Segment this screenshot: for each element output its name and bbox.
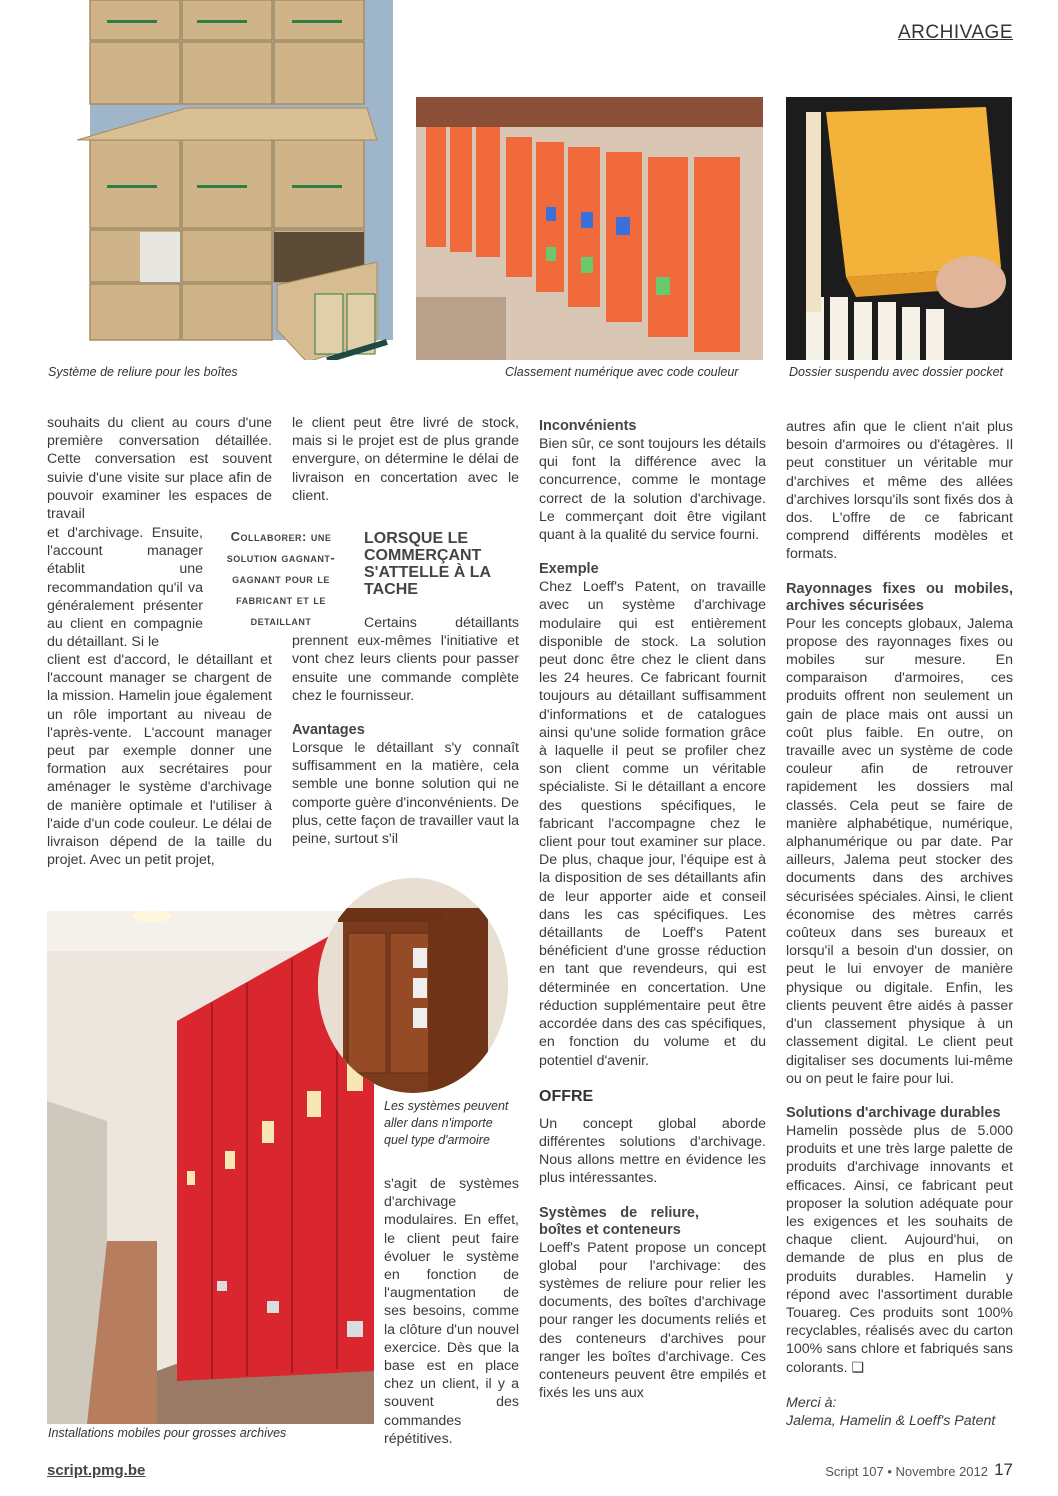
col3-inconvenients-text: Bien sûr, ce sont toujours les détails qui font la différence avec la concurrence, comme le montage correct de la solution d'archivage. Le commerçant doit être vigilant quant à la qualité du service fourni. xyxy=(539,436,766,544)
column-3 xyxy=(539,418,766,1402)
pullquote-left: Collaborer: une solution gagnant-gagnant pour le fabricant et le detaillant xyxy=(226,529,336,628)
col3-systemes-text: Loeff's Patent propose un concept global pour l'archivage: des systèmes de reliure pour relier les documents, des boîtes d'archivage pour ranger les documents reliés et des conteneurs d'archives pour ranger les boîtes d'archivage. Ces conteneurs peuvent être empilés et fixés les uns aux xyxy=(539,1239,766,1402)
pullquote-right: LORSQUE LE COMMERÇANT S'ATTELLE À LA TACHE xyxy=(364,530,491,598)
col2-avantages-text: Lorsque le détaillant s'y connaît suffisamment en la matière, cela semble une bonne solution qui ne comporte guère d'inconvénients. De plus, cette façon de travailler vaut la peine, surtout s'il xyxy=(292,740,519,848)
col2-top-text: le client peut être livré de stock, mais si le projet est de plus grande envergure, on détermine le délai de livraison en concertation avec le client. xyxy=(292,415,519,504)
caption-numeric: Classement numérique avec code couleur xyxy=(505,365,739,379)
column-2-top xyxy=(292,414,519,505)
col1-paragraph-b: et d'archivage. Ensuite, l'account manager établit une recommandation qu'il va généralement présenter au client en compagnie du détaillant. Si le xyxy=(47,525,203,651)
heading-durables: Solutions d'archivage durables xyxy=(786,1104,1001,1121)
col1-paragraph-c: client est d'accord, le détaillant et l'account manager se chargent de la mission. Hamelin joue également un rôle important au niveau de l'après-vente. L'account manager peut par exemple donner une formation aux secrétaires pour aménager le système d'archivage de manière optimale et l'utiliser à l'aide d'un code couleur. Le délai de livraison dépend de la taille du projet. Avec un petit projet, xyxy=(47,652,272,869)
heading-systemes: Systèmes de reliure, boîtes et conteneurs xyxy=(539,1204,699,1238)
thanks-text: Jalema, Hamelin & Loeff's Patent xyxy=(786,1412,996,1429)
footer-site[interactable]: script.pmg.be xyxy=(47,1462,146,1479)
footer-issue: Script 107 • Novembre 2012 xyxy=(825,1464,988,1479)
col3-offre-text: Un concept global aborde différentes solutions d'archivage. Nous allons mettre en évidence les plus intéressantes. xyxy=(539,1115,766,1187)
heading-rayonnages: Rayonnages fixes ou mobiles, archives sécurisées xyxy=(786,580,1013,614)
section-title: ARCHIVAGE xyxy=(897,22,1013,43)
page-number: 17 xyxy=(994,1460,1013,1479)
col4-rayonnages-text: Pour les concepts globaux, Jalema propose des rayonnages fixes ou mobiles sur mesure. En comparaison d'armoires, ces produits offrent non seulement un gain de place mais ont aussi un coût plus faible. En outre, on travaille avec un système de code couleur afin de retrouver rapidement les dossiers mal classés. Cela peut se faire de manière alphabétique, numérique, alphanumérique ou par date. Par ailleurs, Jalema peut stocker des documents dans des archives sécurisées spéciales. Ainsi, le client économise des mètres carrés coûteux dans ses bureaux et lorsqu'il a besoin d'un dossier, on peut le lui envoyer de manière physique ou digitale. Enfin, les clients peuvent être aidés à passer d'un classement physique à un classement digital. Le client peut digitaliser ses documents lui-même ou on peut le faire pour lui. xyxy=(786,615,1013,1087)
column-1-part-c xyxy=(47,651,272,889)
caption-suspended: Dossier suspendu avec dossier pocket xyxy=(789,365,1004,379)
heading-inconvenients: Inconvénients xyxy=(539,418,637,434)
col2-certains-text: Certains détaillants prennent eux-mêmes l'initiative et vont chez leurs clients pour passer ensuite une commande complète chez le fournisseur. xyxy=(292,615,519,704)
end-mark-icon: ❑ xyxy=(851,1359,865,1376)
column-2-bottom xyxy=(384,1175,519,1448)
photo-numeric-files xyxy=(416,97,763,360)
heading-offre: OFFRE xyxy=(539,1087,594,1105)
col4-durables-text: Hamelin possède plus de 5.000 produits et une très large palette de produits d'archivage innovants et efficaces. Ainsi, ce fabricant peut proposer la solution adéquate pour les exigences et les souhaits de chaque client. Aujourd'hui, on demande de plus en plus de produits durables. Hamelin y répond avec l'assortiment durable Touareg. Ces produits sont 100% recyclables, réalisés avec du carton 100% sans chlore et fabriqués sans colorants. xyxy=(786,1122,1013,1376)
photo-suspended-folder xyxy=(786,97,1012,360)
heading-exemple: Exemple xyxy=(539,561,599,578)
col4-top-text: autres afin que le client n'ait plus besoin d'armoires ou d'étagères. Il peut constituer un véritable mur d'archives et même des allées d'archives lorsqu'ils sont fixés dos à dos. L'offre de ce fabricant comprend différents modèles et formats. xyxy=(786,419,1013,563)
caption-cabinet: Les systèmes peuvent aller dans n'importe quel type d'armoire xyxy=(384,1099,509,1147)
col1-paragraph-a: souhaits du client au cours d'une première conversation détaillée. Cette conversation est souvent suivie d'une visite sur place afin de pouvoir examiner les espaces de travail xyxy=(47,415,272,523)
column-1-part-a xyxy=(47,414,272,524)
photo-archive-boxes xyxy=(47,0,393,360)
col2-continuation-text: s'agit de systèmes d'archivage modulaires. En effet, le client peut faire évoluer le système en fonction de l'augmentation de ses besoins, comme la clôture d'un nouvel exercice. Dès que la base est en place chez un client, il y a souvent des commandes répétitives. xyxy=(384,1176,519,1447)
col3-exemple-text: Chez Loeff's Patent, on travaille avec un système d'archivage modulaire qui est entièrement disponible de stock. La solution peut donc être chez le client dans les 24 heures. Ce fabricant fournit toujours au détaillant suffisamment d'informations et de catalogues ainsi qu'une solide formation grâce à laquelle il peut se profiler chez son client comme un véritable spécialiste. Si le détaillant a encore des questions spécifiques, le fabricant l'accompagne chez le client pour tout examiner sur place. De plus, chaque jour, l'équipe est à la disposition de ses détaillants afin de leur apporter aide et conseil dans les cas spécifiques. Les détaillants de Loeff's Patent bénéficient d'une grosse réduction en tant que revendeurs, qui est déterminée en concertation. Une réduction supplémentaire peut être accordée dans des cas spécifiques, en fonction du volume et du potentiel d'avenir. xyxy=(539,579,766,1069)
column-4 xyxy=(786,418,1013,1430)
caption-mobile: Installations mobiles pour grosses archives xyxy=(48,1426,287,1440)
photo-wooden-cabinet xyxy=(318,878,508,1093)
thanks-label: Merci à: xyxy=(786,1394,837,1411)
col4-durables-paragraph xyxy=(786,1122,1013,1377)
heading-avantages: Avantages xyxy=(292,722,365,739)
column-1-part-b xyxy=(47,524,203,651)
column-2-certains xyxy=(292,614,519,848)
caption-boxes: Système de reliure pour les boîtes xyxy=(48,365,238,379)
